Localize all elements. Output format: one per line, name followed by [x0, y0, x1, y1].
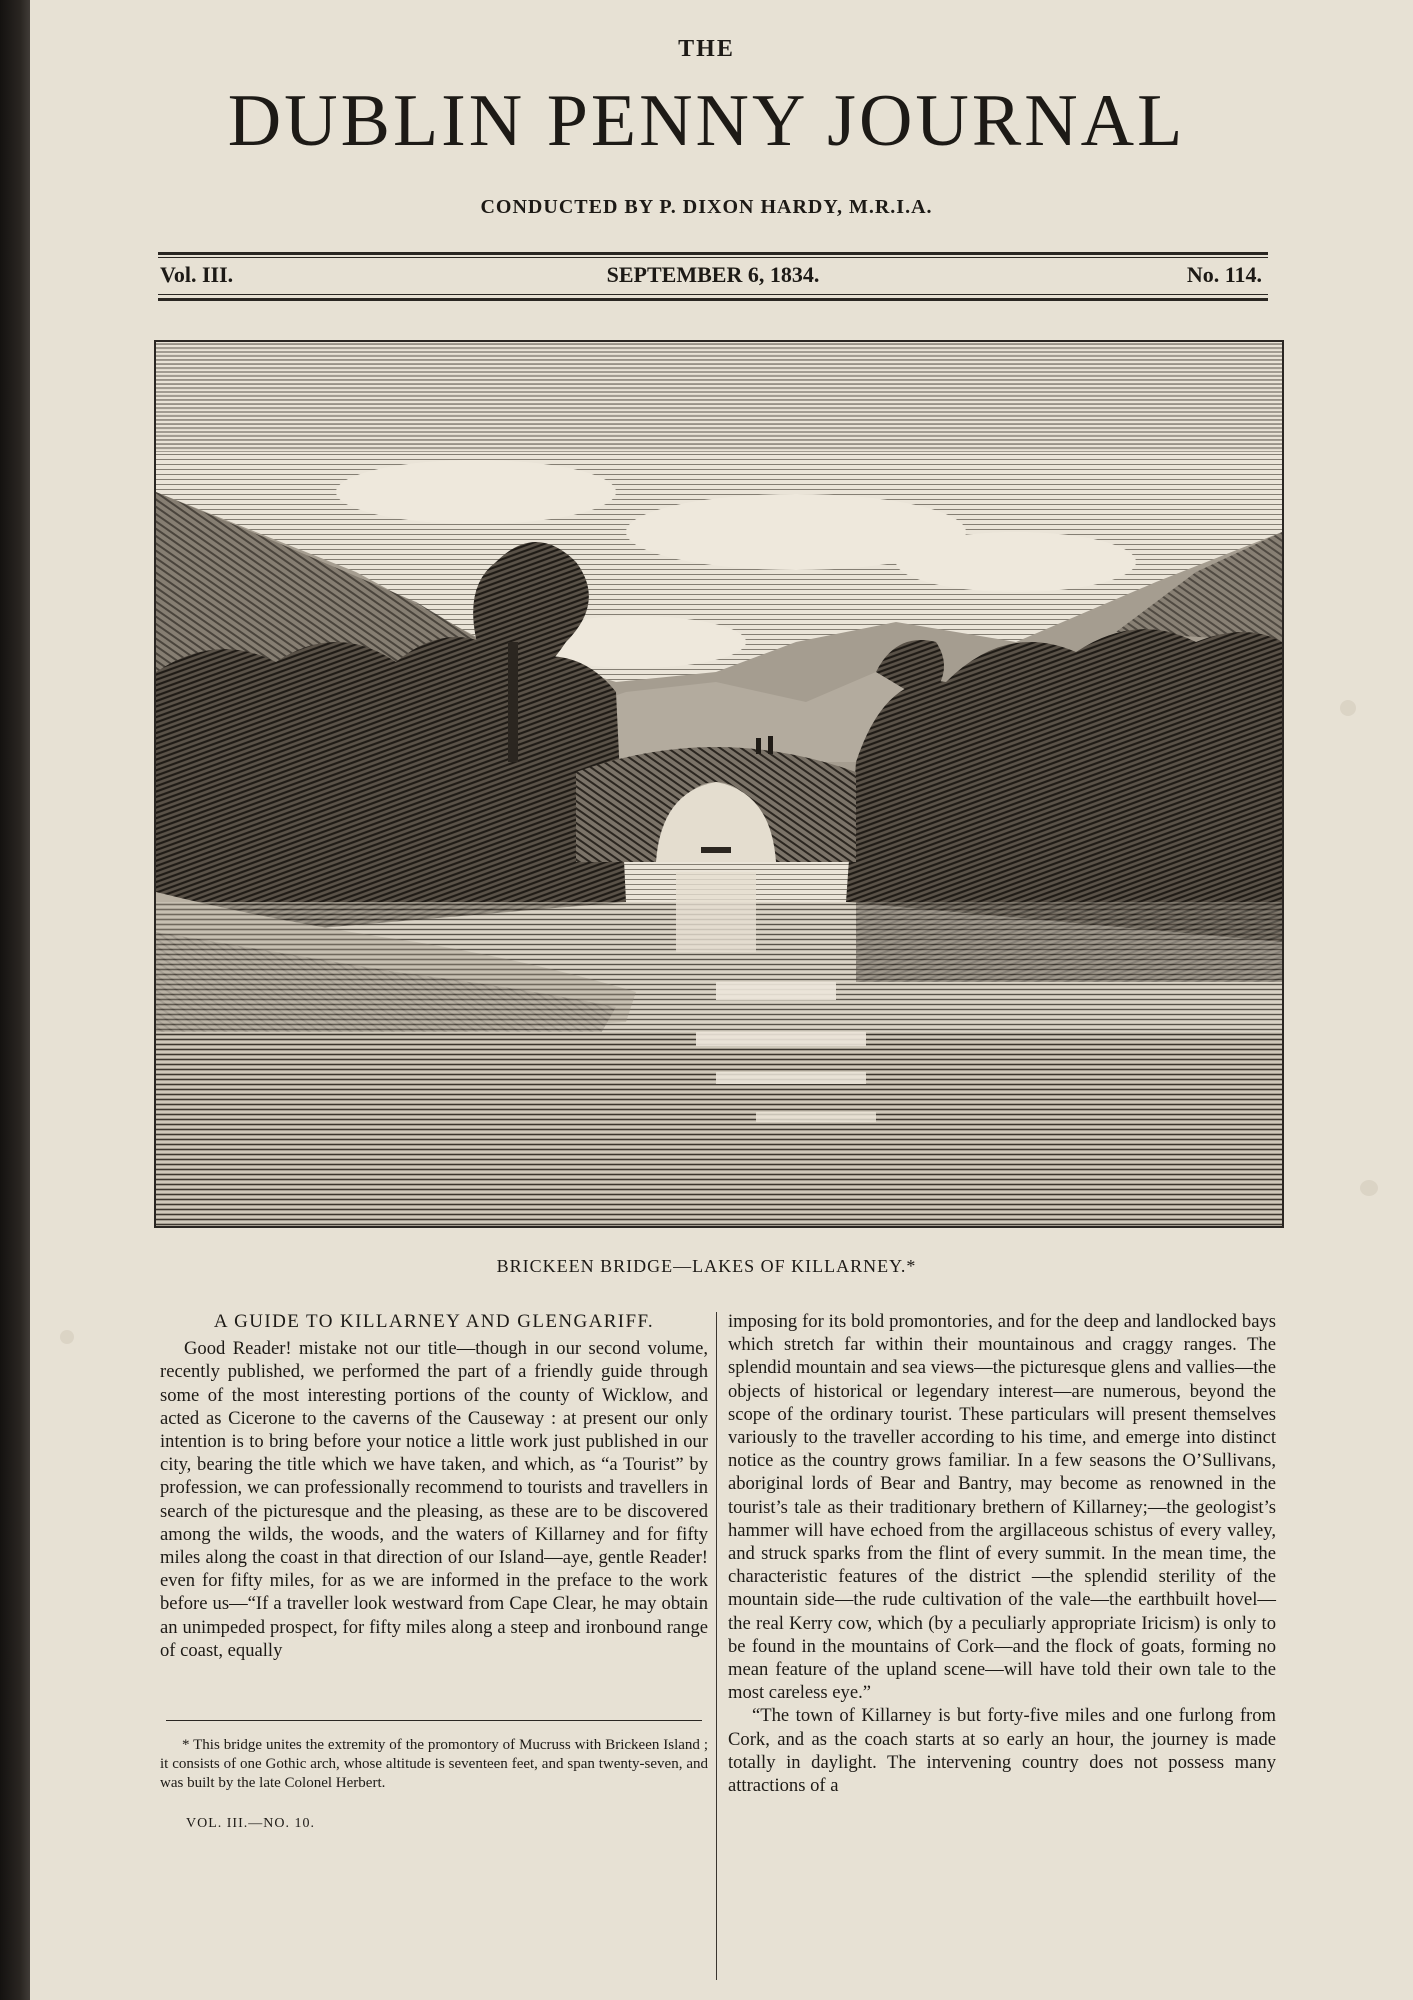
article-heading: A GUIDE TO KILLARNEY AND GLENGARIFF.	[213, 1311, 655, 1332]
bottom-rule-thin	[158, 294, 1268, 295]
footnote-text: * This bridge unites the extremity of the promontory of Mucruss with Brickeen Island ; it consists of one Gothic arch, whose altitude is seventeen feet, and span twenty-seven, and was built by the late Colonel Herbert.	[160, 1737, 708, 1792]
signature-mark: VOL. III.—NO. 10.	[186, 1816, 315, 1831]
binding-edge	[0, 0, 34, 2000]
paper-stain	[60, 1330, 74, 1344]
editor-line: CONDUCTED BY P. DIXON HARDY, M.R.I.A.	[480, 196, 933, 218]
issue-line	[158, 262, 1268, 292]
masthead-the: THE	[678, 36, 735, 62]
top-rule-thin	[158, 257, 1268, 258]
engraving-image	[156, 342, 1282, 1226]
article-left-column	[160, 1310, 708, 1662]
engraving-caption: BRICKEEN BRIDGE—LAKES OF KILLARNEY.*	[496, 1256, 917, 1276]
article-right-column	[728, 1310, 1276, 1797]
masthead-title: DUBLIN PENNY JOURNAL	[227, 80, 1186, 162]
article-paragraph: imposing for its bold promontories, and for the deep and landlocked bays which stretch far within their mountainous and craggy ranges. The splendid mountain and sea views—the picturesque glens and vallies—the objects of historical or legendary interest—are numerous, beyond the scope of the ordinary tourist. These particulars will present themselves variously to the traveller according to his time, and emerge into distinct notice as the country grows familiar. In a few seasons the O’Sullivans, aboriginal lords of Bear and Bantry, may become as renowned in the tourist’s tale as their traditionary brethern of Killarney;—the geologist’s hammer will have echoed from the argillaceous schistus of every valley, and struck sparks from the flint of every summit. In the mean time, the characteristic features of the district —the splendid sterility of the mountain side—the rude cultivation of the vale—the earthbuilt hovel—the real Kerry cow, which (by a peculiarly appropriate Iricism) is only to be found in the mountains of Cork—and the flock of goats, forming no mean feature of the upland scene—will have told their own tale to the most careless eye.”	[728, 1311, 1276, 1704]
paper-stain	[1340, 700, 1356, 716]
article-paragraph: “The town of Killarney is but forty-five miles and one furlong from Cork, and as the coach starts at so early an hour, the journey is made totally in daylight. The intervening country does not possess many attractions of a	[728, 1705, 1276, 1797]
issue-number: No. 114.	[1186, 262, 1262, 287]
column-divider	[716, 1312, 717, 1980]
engraving-brickeen-bridge	[154, 340, 1284, 1228]
top-rule	[158, 252, 1268, 255]
paper-stain	[1360, 1180, 1378, 1196]
issue-date: SEPTEMBER 6, 1834.	[606, 262, 820, 287]
volume-number: Vol. III.	[160, 262, 234, 287]
article-paragraph: Good Reader! mistake not our title—though in our second volume, recently published, we performed the part of a friendly guide through some of the most interesting portions of the county of Wicklow, and acted as Cicerone to the caverns of the Causeway : at present our only intention is to bring before your notice a little work just published in our city, bearing the title which we have taken, and which, as “a Tourist” by profession, we can professionally recommend to tourists and travellers in search of the picturesque and the pleasing, as these are to be discovered among the wilds, the woods, and the waters of Killarney and for fifty miles along the coast in that direction of our Island—aye, gentle Reader! even for fifty miles, for as we are informed in the preface to the work before us—“If a traveller look westward from Cape Clear, he may obtain an unimpeded prospect, for fifty miles along a steep and ironbound range of coast, equally	[160, 1338, 708, 1661]
footnote-rule	[166, 1720, 702, 1721]
footnote	[160, 1736, 708, 1794]
bottom-rule	[158, 298, 1268, 301]
